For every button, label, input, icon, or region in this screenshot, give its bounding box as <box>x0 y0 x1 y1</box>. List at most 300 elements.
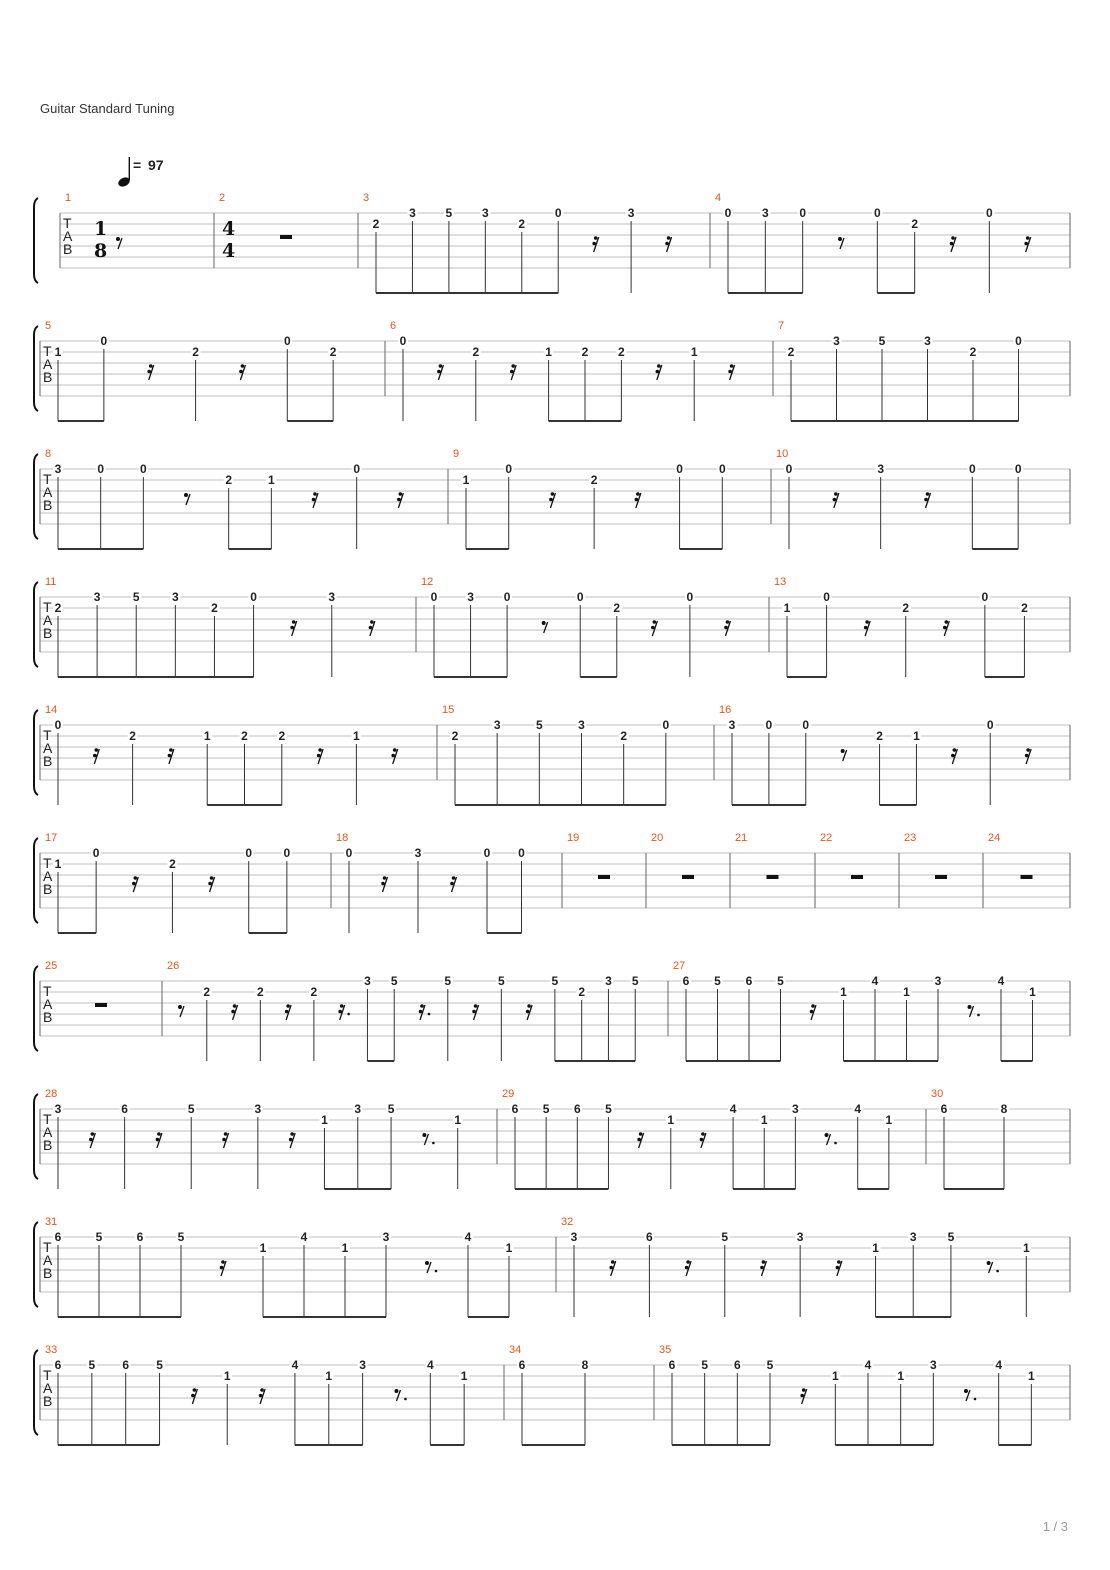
measure <box>331 832 527 933</box>
rest-flag <box>313 492 317 496</box>
fret-number: 3 <box>354 1102 362 1116</box>
fret-number: 1 <box>667 1113 675 1127</box>
rest-flag <box>89 1138 93 1142</box>
fret-number: 3 <box>627 206 635 220</box>
fret-number: 0 <box>483 846 491 860</box>
measure <box>45 1088 463 1189</box>
fret-number: 1 <box>840 985 847 999</box>
rest-flag <box>653 620 657 624</box>
tab-system <box>34 960 1070 1061</box>
rest-flag <box>726 620 730 624</box>
fret-number: 4 <box>464 1230 472 1244</box>
tab-clef-letter: A <box>63 228 73 244</box>
fret-number: 0 <box>353 462 361 476</box>
rest-flag <box>116 237 120 241</box>
rest-flag <box>636 492 640 496</box>
measure <box>45 832 292 933</box>
rest-flag <box>800 1394 804 1398</box>
rest-flag <box>157 1132 161 1136</box>
rest-flag <box>149 364 153 368</box>
rest-flag <box>926 492 930 496</box>
measure <box>385 320 735 421</box>
fret-number: 0 <box>97 462 105 476</box>
fret-number: 6 <box>518 1358 526 1372</box>
rest-flag <box>184 493 188 497</box>
measure <box>654 1344 1036 1445</box>
rest-flag <box>391 754 395 758</box>
measure <box>45 448 403 549</box>
tuning-label: Guitar Standard Tuning <box>40 101 175 116</box>
fret-number: 2 <box>203 985 211 999</box>
fret-number: 5 <box>132 590 140 604</box>
rest-flag <box>987 1261 991 1265</box>
fret-number: 2 <box>518 217 526 231</box>
rest-flag <box>825 1133 829 1137</box>
rest-flag <box>592 242 596 246</box>
rest-flag <box>312 498 316 502</box>
tab-system <box>34 448 1070 549</box>
measure-number: 10 <box>776 448 789 460</box>
fret-number: 5 <box>777 974 784 988</box>
fret-number: 0 <box>554 206 562 220</box>
rest-flag <box>864 626 868 630</box>
fret-number: 5 <box>714 974 721 988</box>
fret-number: 2 <box>590 473 598 487</box>
rest-flag <box>1026 748 1030 752</box>
tempo-equals: = <box>133 157 142 173</box>
system-bracket <box>34 966 38 1051</box>
rest-flag <box>953 748 957 752</box>
fret-number: 0 <box>503 590 511 604</box>
fret-number: 3 <box>493 718 501 732</box>
fret-number: 1 <box>267 473 275 487</box>
fret-number: 1 <box>1029 985 1036 999</box>
measure-number: 34 <box>509 1344 522 1356</box>
tab-clef-letter: T <box>43 1239 52 1255</box>
measure <box>45 960 107 1007</box>
fret-number: 2 <box>129 729 136 743</box>
measure-number: 1 <box>65 192 72 204</box>
fret-number: 1 <box>783 601 791 615</box>
fret-number: 6 <box>122 1358 130 1372</box>
measure <box>773 320 1024 421</box>
tab-clef-letter: A <box>43 484 53 500</box>
fret-number: 3 <box>254 1102 262 1116</box>
tab-system <box>34 1344 1070 1445</box>
fret-number: 6 <box>136 1230 144 1244</box>
rest-flag <box>701 1132 705 1136</box>
fret-number: 2 <box>192 345 199 359</box>
system-bracket <box>34 198 38 283</box>
fret-number: 5 <box>631 974 639 988</box>
fret-number: 1 <box>353 729 360 743</box>
fret-number: 5 <box>387 1102 395 1116</box>
fret-number: 3 <box>909 1230 917 1244</box>
fret-number: 1 <box>321 1113 328 1127</box>
fret-number: 0 <box>92 846 100 860</box>
rest-flag <box>340 1004 344 1008</box>
fret-number: 1 <box>203 729 211 743</box>
measure-number: 4 <box>715 192 722 204</box>
whole-rest <box>280 235 292 239</box>
rest-flag <box>425 1261 429 1265</box>
fret-number: 3 <box>328 590 336 604</box>
rest-flag <box>383 876 387 880</box>
rest-flag <box>651 626 655 630</box>
measure <box>416 576 730 677</box>
measure <box>45 1216 514 1317</box>
fret-number: 1 <box>325 1369 333 1383</box>
fret-number: 2 <box>310 985 318 999</box>
rest-flag <box>950 242 954 246</box>
system-bracket <box>34 454 38 539</box>
tab-system <box>34 1216 1070 1317</box>
fret-number: 5 <box>535 718 543 732</box>
fret-number: 0 <box>662 718 670 732</box>
fret-number: 1 <box>690 345 698 359</box>
rest-flag <box>450 882 454 886</box>
measure <box>65 192 122 262</box>
fret-number: 0 <box>968 462 976 476</box>
measure-number: 11 <box>45 576 57 588</box>
fret-number: 5 <box>445 206 453 220</box>
rest-flag <box>657 364 661 368</box>
fret-number: 1 <box>913 729 920 743</box>
fret-number: 2 <box>329 345 337 359</box>
fret-number: 3 <box>796 1230 804 1244</box>
fret-number: 5 <box>878 334 886 348</box>
fret-number: 1 <box>505 1241 513 1255</box>
fret-number: 0 <box>1014 462 1022 476</box>
fret-number: 2 <box>578 985 586 999</box>
rest-flag <box>241 364 245 368</box>
time-signature-bottom: 8 <box>94 240 108 262</box>
rest-flag <box>221 1260 225 1264</box>
tab-clef-letter: T <box>63 215 72 231</box>
fret-number: 3 <box>481 206 489 220</box>
fret-number: 0 <box>873 206 881 220</box>
rest-flag <box>811 1004 815 1008</box>
fret-number: 0 <box>802 718 810 732</box>
rest-flag <box>474 1004 478 1008</box>
rest-flag <box>224 1132 228 1136</box>
measure <box>45 320 338 421</box>
tab-clef-letter: A <box>43 356 53 372</box>
fret-number: 2 <box>911 217 919 231</box>
fret-number: 5 <box>156 1358 163 1372</box>
measure-number: 18 <box>336 832 349 844</box>
page-number: 1 / 3 <box>1042 1519 1068 1534</box>
fret-number: 2 <box>169 857 176 871</box>
measure-number: 35 <box>659 1344 672 1356</box>
rest-flag <box>964 1389 968 1393</box>
rest-flag <box>527 1004 531 1008</box>
rest-flag <box>609 1266 613 1270</box>
fret-number: 2 <box>1021 601 1028 615</box>
rest-flag <box>760 1266 764 1270</box>
rest-flag <box>220 1266 224 1270</box>
fret-number: 1 <box>462 473 470 487</box>
rest-flag <box>420 1004 424 1008</box>
fret-number: 0 <box>505 462 513 476</box>
rest-flag <box>700 1138 704 1142</box>
tab-clef-letter: B <box>43 369 53 385</box>
fret-number: 6 <box>54 1230 62 1244</box>
fret-number: 3 <box>414 846 422 860</box>
rest-flag <box>437 370 441 374</box>
fret-number: 3 <box>570 1230 578 1244</box>
measure-number: 24 <box>988 832 1001 844</box>
fret-number: 0 <box>1015 334 1022 348</box>
rest-flag <box>169 748 173 752</box>
tab-clef-letter: B <box>43 753 53 769</box>
fret-number: 0 <box>245 846 253 860</box>
rest-flag <box>1026 236 1030 240</box>
measure <box>710 192 1031 293</box>
fret-number: 5 <box>444 974 452 988</box>
rest-flag <box>542 621 546 625</box>
system-bracket <box>34 710 38 795</box>
tab-clef-letter: B <box>43 497 53 513</box>
rest-flag <box>841 749 845 753</box>
rest-flag <box>510 370 514 374</box>
fret-number: 5 <box>701 1358 709 1372</box>
fret-number: 1 <box>831 1369 839 1383</box>
fret-number: 5 <box>187 1102 195 1116</box>
measure-number: 27 <box>673 960 686 972</box>
measure-number: 23 <box>904 832 917 844</box>
rest-flag <box>551 492 555 496</box>
tab-clef-letter: B <box>63 241 73 257</box>
measure-number: 21 <box>735 832 748 844</box>
fret-number: 3 <box>924 334 931 348</box>
tab-clef-letter: A <box>43 1252 53 1268</box>
rest-flag <box>168 754 172 758</box>
tab-clef-letter: B <box>43 1265 53 1281</box>
rest-flag <box>147 370 151 374</box>
measure-number: 8 <box>45 448 52 460</box>
fret-number: 4 <box>997 974 1005 988</box>
fret-number: 1 <box>259 1241 267 1255</box>
rest-flag <box>370 620 374 624</box>
rest-flag <box>369 626 373 630</box>
rest-flag <box>656 370 660 374</box>
rest-flag <box>637 1138 641 1142</box>
rest-flag <box>526 1010 530 1014</box>
rest-flag <box>193 1388 197 1392</box>
measure-number: 30 <box>931 1088 944 1100</box>
rest-flag <box>943 626 947 630</box>
rest-flag <box>635 498 639 502</box>
measure <box>45 704 398 805</box>
system-bracket <box>34 1094 38 1179</box>
rest-flag <box>665 242 669 246</box>
time-signature-top: 4 <box>222 218 236 240</box>
measure-number: 32 <box>561 1216 574 1228</box>
measure-number: 5 <box>45 320 52 332</box>
tab-clef-letter: A <box>43 868 53 884</box>
rest-flag <box>259 1394 263 1398</box>
tab-system <box>34 192 1070 293</box>
tab-clef-letter: A <box>43 740 53 756</box>
whole-rest <box>851 875 863 879</box>
fret-number: 4 <box>864 1358 872 1372</box>
fret-number: 0 <box>100 334 108 348</box>
fret-number: 5 <box>947 1230 955 1244</box>
tab-clef-letter: T <box>43 1367 52 1383</box>
tab-clef-letter: B <box>43 1393 53 1409</box>
tab-clef-letter: T <box>43 855 52 871</box>
fret-number: 6 <box>682 974 690 988</box>
fret-number: 0 <box>283 846 291 860</box>
fret-number: 4 <box>300 1230 308 1244</box>
rest-flag <box>439 364 443 368</box>
fret-number: 6 <box>511 1102 519 1116</box>
fret-number: 0 <box>765 718 773 732</box>
measure <box>504 1344 590 1445</box>
system-bracket <box>34 838 38 923</box>
fret-number: 2 <box>211 601 218 615</box>
rest-flag <box>730 364 734 368</box>
measure-number: 14 <box>45 704 58 716</box>
rest-flag <box>91 1132 95 1136</box>
rest-flag <box>802 1388 806 1392</box>
measure <box>668 960 1038 1061</box>
fret-number: 3 <box>792 1102 799 1116</box>
fret-number: 0 <box>823 590 830 604</box>
rest-dot <box>404 1398 407 1401</box>
rest-flag <box>289 1138 293 1142</box>
fret-number: 2 <box>902 601 910 615</box>
tab-clef-letter: A <box>43 996 53 1012</box>
fret-number: 1 <box>54 345 62 359</box>
fret-number: 4 <box>871 974 879 988</box>
fret-number: 1 <box>54 857 62 871</box>
tab-clef-letter: T <box>43 343 52 359</box>
rest-flag <box>260 1388 264 1392</box>
tab-clef-letter: B <box>43 1137 53 1153</box>
fret-number: 0 <box>799 206 807 220</box>
fret-number: 4 <box>426 1358 434 1372</box>
tempo-value: 97 <box>148 157 164 173</box>
fret-number: 6 <box>940 1102 948 1116</box>
rest-flag <box>93 754 97 758</box>
rest-flag <box>762 1260 766 1264</box>
rest-dot <box>996 1270 999 1273</box>
measure <box>771 448 1023 549</box>
fret-number: 2 <box>613 601 621 615</box>
fret-number: 1 <box>1027 1369 1035 1383</box>
rest-flag <box>191 1394 195 1398</box>
whole-rest <box>95 1003 107 1007</box>
rest-dot <box>347 1013 350 1016</box>
fret-number: 1 <box>223 1369 231 1383</box>
tab-clef-letter: A <box>43 1380 53 1396</box>
fret-number: 6 <box>646 1230 653 1244</box>
rest-dot <box>834 1142 837 1145</box>
fret-number: 5 <box>551 974 559 988</box>
rest-flag <box>667 236 671 240</box>
rest-flag <box>833 498 837 502</box>
fret-number: 0 <box>139 462 147 476</box>
rest-flag <box>685 1266 689 1270</box>
fret-number: 6 <box>573 1102 581 1116</box>
fret-number: 0 <box>283 334 291 348</box>
rest-flag <box>724 626 728 630</box>
rest-flag <box>231 1010 235 1014</box>
rest-flag <box>132 882 136 886</box>
rest-flag <box>318 748 322 752</box>
measure-number: 9 <box>453 448 460 460</box>
fret-number: 1 <box>1022 1241 1030 1255</box>
fret-number: 3 <box>934 974 942 988</box>
rest-flag <box>549 498 553 502</box>
fret-number: 3 <box>382 1230 390 1244</box>
measure <box>437 704 671 805</box>
fret-number: 1 <box>903 985 910 999</box>
fret-number: 1 <box>897 1369 905 1383</box>
rest-flag <box>397 498 401 502</box>
rest-flag <box>419 1010 423 1014</box>
fret-number: 2 <box>787 345 795 359</box>
rest-flag <box>951 236 955 240</box>
whole-rest <box>682 875 694 879</box>
whole-rest <box>935 875 947 879</box>
fret-number: 2 <box>618 345 625 359</box>
fret-number: 3 <box>728 718 736 732</box>
tab-system <box>34 704 1070 805</box>
measure-number: 17 <box>45 832 58 844</box>
fret-number: 5 <box>766 1358 774 1372</box>
fret-number: 3 <box>171 590 179 604</box>
fret-number: 2 <box>581 345 589 359</box>
rest-flag <box>222 1138 226 1142</box>
fret-number: 5 <box>721 1230 729 1244</box>
rest-flag <box>393 748 397 752</box>
fret-number: 6 <box>54 1358 62 1372</box>
measure-number: 15 <box>442 704 455 716</box>
tab-system <box>34 576 1070 677</box>
fret-number: 3 <box>578 718 585 732</box>
rest-flag <box>944 620 948 624</box>
fret-number: 2 <box>241 729 248 743</box>
fret-number: 3 <box>761 206 769 220</box>
measure-number: 29 <box>502 1088 515 1100</box>
fret-number: 1 <box>885 1113 893 1127</box>
rest-flag <box>239 370 243 374</box>
tab-clef-letter: T <box>43 727 52 743</box>
fret-number: 0 <box>399 334 407 348</box>
fret-number: 3 <box>877 462 885 476</box>
rest-dot <box>977 1014 980 1017</box>
rest-flag <box>233 1004 237 1008</box>
rest-flag <box>286 1004 290 1008</box>
rest-flag <box>178 1005 182 1009</box>
fret-number: 2 <box>472 345 480 359</box>
time-signature-bottom: 4 <box>222 240 236 262</box>
rest-flag <box>133 876 137 880</box>
fret-number: 0 <box>676 462 683 476</box>
fret-number: 3 <box>93 590 101 604</box>
tab-system <box>34 320 1070 421</box>
fret-number: 6 <box>668 1358 676 1372</box>
measure-number: 22 <box>820 832 833 844</box>
measure <box>448 448 727 549</box>
fret-number: 0 <box>518 846 525 860</box>
measure <box>714 704 1031 805</box>
rest-dot <box>428 1013 431 1016</box>
rest-flag <box>422 1133 426 1137</box>
